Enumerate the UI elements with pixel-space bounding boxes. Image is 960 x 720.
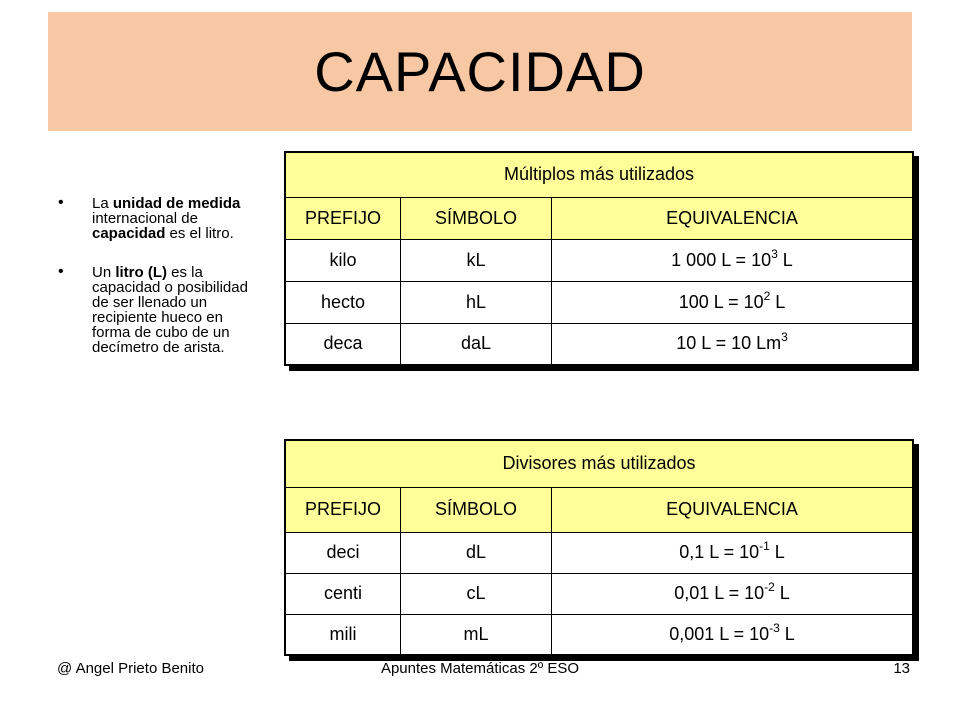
column-header-simbolo: SÍMBOLO [401,197,552,239]
bullet-list [58,196,258,379]
exponent: -1 [759,539,770,553]
equivalence-text: 0,001 L = 10 [669,623,770,644]
prefix-cell: hecto [285,281,401,323]
table-row [285,281,913,323]
equivalence-unit: L [779,623,795,644]
symbol-cell: cL [401,573,552,614]
table-caption: Múltiplos más utilizados [285,152,913,197]
bullet-item [58,265,258,355]
exponent: 3 [771,246,778,261]
slide-title: CAPACIDAD [314,40,646,103]
table-row [285,532,913,573]
exponent: -2 [764,580,775,594]
bullet-text-bold: capacidad [92,225,166,242]
equivalence-text: 0,01 L = 10 [674,583,765,603]
bullet-text-bold: litro (L) [115,264,167,281]
table-row [285,614,913,655]
equivalence-unit: L [774,583,790,603]
equivalence-cell [552,614,914,655]
equivalence-unit: L [770,291,786,312]
equivalence-text: 1 000 L = 10 [671,249,772,270]
bullet-text: La [92,195,113,212]
prefix-cell: mili [285,614,401,655]
prefix-cell: centi [285,573,401,614]
symbol-cell: hL [401,281,552,323]
exponent: -3 [769,620,780,635]
footer-author: @ Angel Prieto Benito [57,660,204,677]
table-caption: Divisores más utilizados [285,440,913,487]
prefix-cell: kilo [285,239,401,281]
column-header-prefijo: PREFIJO [285,197,401,239]
divisors-table [284,439,914,656]
equivalence-cell [552,532,914,573]
table-row [285,573,913,614]
bullet-item [58,196,258,241]
bullet-text-bold: unidad de medida [112,195,241,212]
exponent: 3 [781,330,788,345]
title-band [48,12,912,131]
bullet-text: Un [92,264,116,281]
symbol-cell: daL [401,323,552,365]
equivalence-text: 100 L = 10 [678,291,764,312]
equivalence-cell [552,239,914,281]
prefix-cell: deci [285,532,401,573]
symbol-cell: kL [401,239,552,281]
symbol-cell: dL [401,532,552,573]
bullet-dot: • [58,194,64,211]
column-header-equivalencia: EQUIVALENCIA [552,197,914,239]
bullet-text: internacional de [92,210,198,227]
prefix-cell: deca [285,323,401,365]
equivalence-unit: L [777,249,793,270]
table-row [285,323,913,365]
bullet-text: es el litro. [165,225,234,242]
table-row [285,239,913,281]
equivalence-text: 0,1 L = 10 [679,542,760,562]
footer-page-number: 13 [893,660,910,677]
equivalence-cell [552,281,914,323]
multiples-table [284,151,914,366]
equivalence-unit: L [769,542,785,562]
bullet-dot: • [58,263,64,280]
column-header-equivalencia: EQUIVALENCIA [552,487,914,532]
exponent: 2 [763,288,771,303]
equivalence-text: 10 L = 10 Lm [676,333,782,354]
bullet-text: es la capacidad o posibilidad de ser llenado un recipiente hueco en forma de cubo de un decímetro de arista. [92,264,248,356]
column-header-simbolo: SÍMBOLO [401,487,552,532]
equivalence-cell [552,323,914,365]
symbol-cell: mL [401,614,552,655]
footer-course: Apuntes Matemáticas 2º ESO [380,660,580,677]
column-header-prefijo: PREFIJO [285,487,401,532]
equivalence-cell [552,573,914,614]
